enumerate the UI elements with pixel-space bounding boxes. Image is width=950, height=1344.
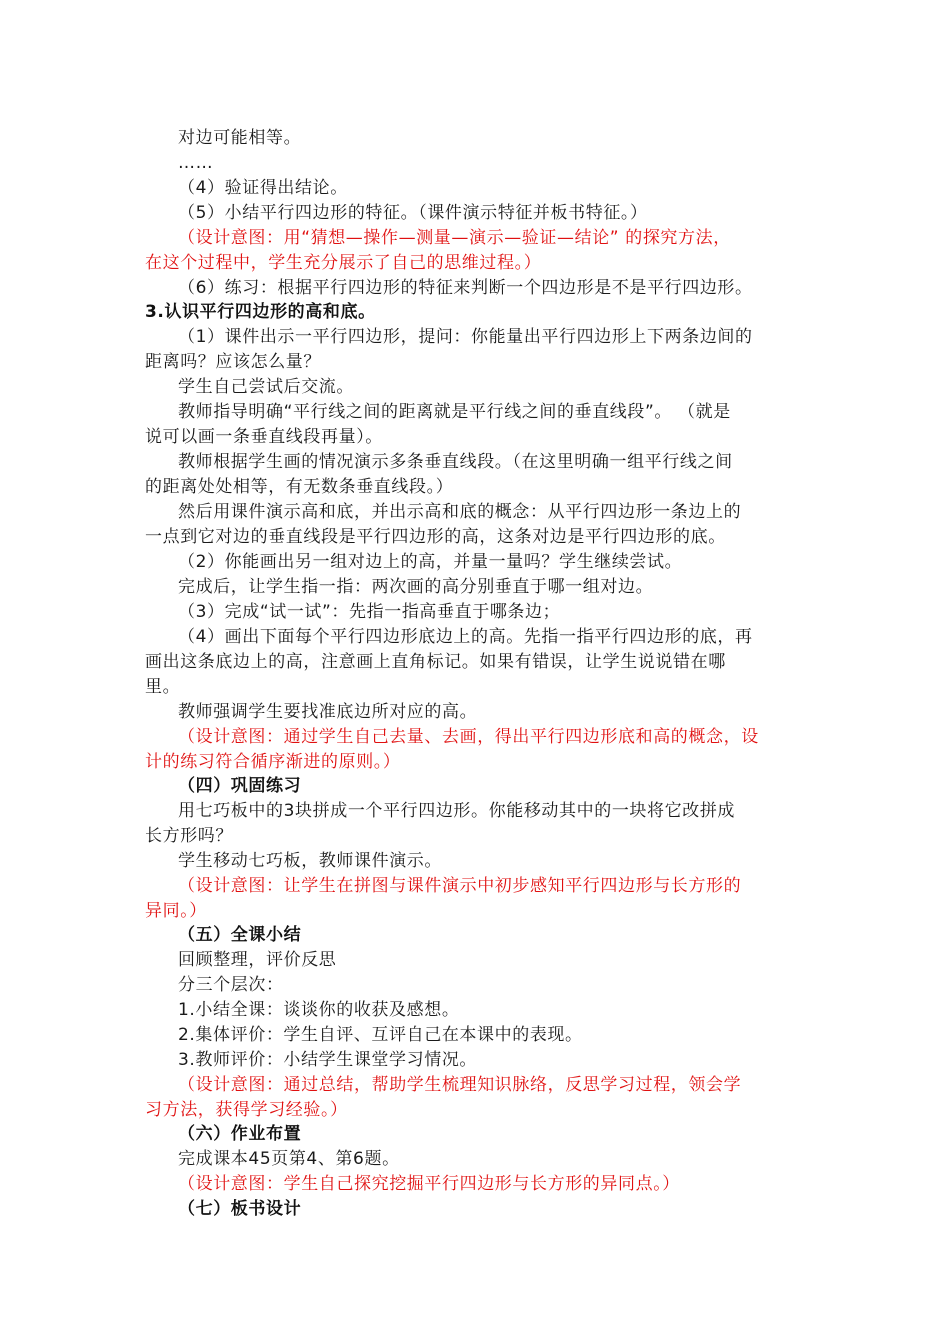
summary-item: 1.小结全课：谈谈你的收获及感想。 <box>178 1000 460 1020</box>
text-line: （4）画出下面每个平行四边形底边上的高。先指一指平行四边形的底，再 <box>178 627 753 647</box>
text-line: 分三个层次： <box>178 975 284 995</box>
text-line: 教师根据学生画的情况演示多条垂直线段。（在这里明确一组平行线之间 <box>178 452 733 472</box>
section-heading: （四）巩固练习 <box>178 776 302 796</box>
design-intent-annotation: （设计意图：让学生在拼图与课件演示中初步感知平行四边形与长方形的 <box>178 876 742 896</box>
text-line: 教师指导明确“平行线之间的距离就是平行线之间的垂直线段”。 （就是 <box>178 402 731 422</box>
step-4-line: （4）验证得出结论。 <box>178 178 348 198</box>
design-intent-annotation: （设计意图：用“猜想—操作—测量—演示—验证—结论” 的探究方法， <box>178 228 731 248</box>
design-intent-annotation: （设计意图：学生自己探究挖掘平行四边形与长方形的异同点。） <box>178 1174 680 1194</box>
design-intent-annotation: 在这个过程中，学生充分展示了自己的思维过程。） <box>145 253 542 273</box>
section-heading: （六）作业布置 <box>178 1124 302 1144</box>
design-intent-annotation: 习方法，获得学习经验。） <box>145 1100 348 1120</box>
section-heading: （七）板书设计 <box>178 1199 302 1219</box>
text-line: 一点到它对边的垂直线段是平行四边形的高，这条对边是平行四边形的底。 <box>145 527 726 547</box>
step-6-line: （6）练习：根据平行四边形的特征来判断一个四边形是不是平行四边形。 <box>178 278 753 298</box>
text-line: （2）你能画出另一组对边上的高，并量一量吗？学生继续尝试。 <box>178 552 683 572</box>
text-line: 的距离处处相等，有无数条垂直线段。） <box>145 477 454 497</box>
text-line: 完成后，让学生指一指：两次画的高分别垂直于哪一组对边。 <box>178 577 654 597</box>
ellipsis-line: …… <box>178 153 214 173</box>
design-intent-annotation: 异同。） <box>145 901 207 921</box>
text-line: （1）课件出示一平行四边形，提问：你能量出平行四边形上下两条边间的 <box>178 327 753 347</box>
text-line: 说可以画一条垂直线段再量）。 <box>145 427 383 447</box>
section-heading: （五）全课小结 <box>178 925 302 945</box>
section-heading: 3.认识平行四边形的高和底。 <box>145 302 376 322</box>
text-line: 对边可能相等。 <box>178 128 302 148</box>
text-line: 教师强调学生要找准底边所对应的高。 <box>178 702 478 722</box>
text-line: 长方形吗？ <box>145 826 233 846</box>
text-line: 然后用课件演示高和底，并出示高和底的概念：从平行四边形一条边上的 <box>178 502 742 522</box>
text-line: 里。 <box>145 677 181 697</box>
design-intent-annotation: （设计意图：通过总结，帮助学生梳理知识脉络，反思学习过程，领会学 <box>178 1075 742 1095</box>
text-line: 画出这条底边上的高，注意画上直角标记。如果有错误，让学生说说错在哪 <box>145 652 726 672</box>
text-line: 学生移动七巧板，教师课件演示。 <box>178 851 442 871</box>
text-line: 距离吗？应该怎么量？ <box>145 352 321 372</box>
text-line: 学生自己尝试后交流。 <box>178 377 354 397</box>
summary-item: 3.教师评价：小结学生课堂学习情况。 <box>178 1050 478 1070</box>
text-line: 完成课本45页第4、第6题。 <box>178 1149 400 1169</box>
design-intent-annotation: （设计意图：通过学生自己去量、去画，得出平行四边形底和高的概念，设 <box>178 727 759 747</box>
step-5-line: （5）小结平行四边形的特征。（课件演示特征并板书特征。） <box>178 203 648 223</box>
text-line: 用七巧板中的3块拼成一个平行四边形。你能移动其中的一块将它改拼成 <box>178 801 736 821</box>
text-line: 回顾整理，评价反思 <box>178 950 337 970</box>
design-intent-annotation: 计的练习符合循序渐进的原则。） <box>145 752 401 772</box>
summary-item: 2.集体评价：学生自评、互评自己在本课中的表现。 <box>178 1025 583 1045</box>
text-line: （3）完成“试一试”：先指一指高垂直于哪条边； <box>178 602 561 622</box>
